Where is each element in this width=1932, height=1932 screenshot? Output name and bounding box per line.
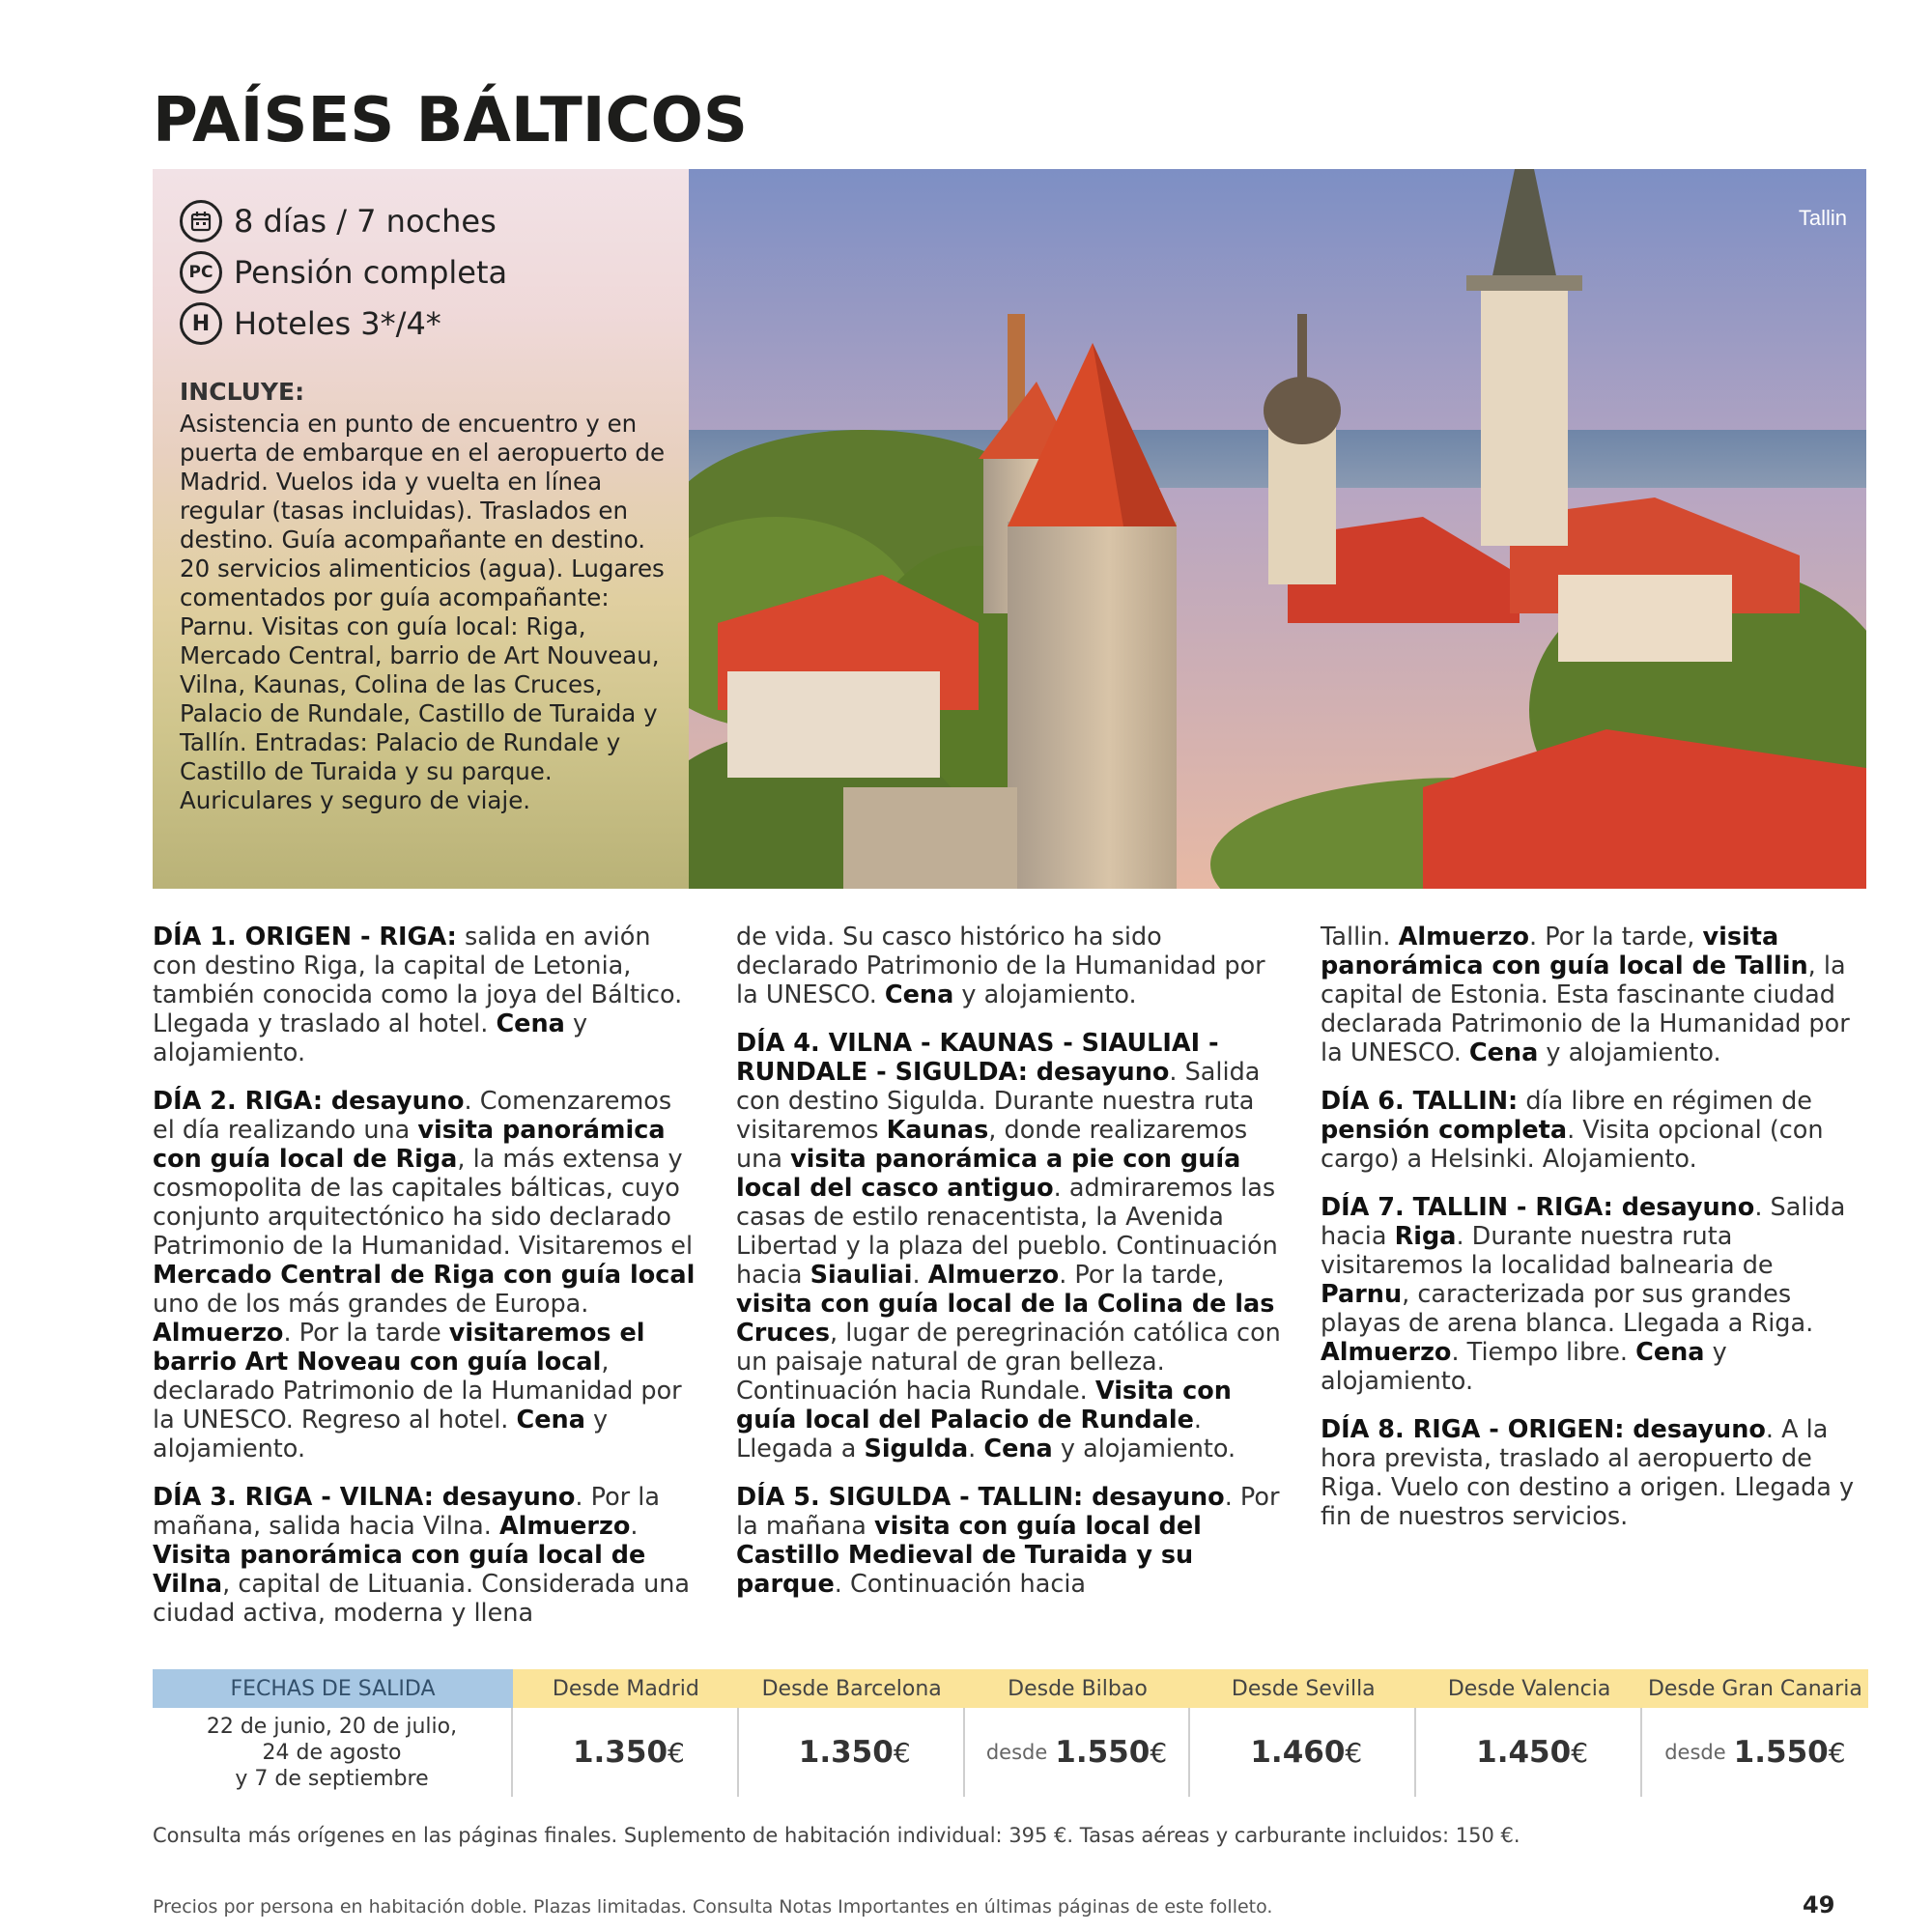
footer-note: Precios por persona en habitación doble. Plazas limitadas. Consulta Notas Importantes en últimas páginas de este folleto. xyxy=(153,1896,1273,1918)
price-amount: 1.450 xyxy=(1476,1735,1572,1770)
price-amount: 1.550 xyxy=(1055,1735,1151,1770)
day-4-text: . xyxy=(968,1435,984,1463)
day-2-bold: Cena xyxy=(516,1406,585,1435)
day-7-bold: Almuerzo xyxy=(1321,1338,1452,1367)
day-3-heading: DÍA 3. RIGA - VILNA: desayuno xyxy=(153,1483,576,1512)
board-badge-icon: PC xyxy=(180,251,222,294)
dates-header: FECHAS DE SALIDA xyxy=(153,1669,513,1708)
day-2-bold: visitaremos el barrio Art Noveau con guía local xyxy=(153,1319,645,1377)
feature-hotels xyxy=(180,302,441,345)
day-5-text: . Por la tarde, xyxy=(1529,923,1703,952)
price-table xyxy=(153,1669,1868,1797)
day-6-paragraph xyxy=(1321,1087,1867,1174)
origin-header: Desde Valencia xyxy=(1416,1669,1642,1708)
day-4-text: . Por la tarde, xyxy=(1059,1261,1225,1290)
day-3-text: . Por la mañana, salida hacia Vilna. xyxy=(153,1483,660,1541)
day-4-text: . Llegada a xyxy=(736,1406,1202,1463)
day-7-text: . Salida hacia xyxy=(1321,1193,1846,1251)
day-3-paragraph xyxy=(153,1483,699,1628)
day-8-heading: DÍA 8. RIGA - ORIGEN: desayuno xyxy=(1321,1415,1766,1444)
hero-block xyxy=(153,169,1866,889)
day-3-bold: Visita panorámica con guía local de Vilna xyxy=(153,1541,646,1599)
price-amount: 1.350 xyxy=(798,1735,894,1770)
price-table-row xyxy=(153,1708,1868,1797)
day-3-continued xyxy=(736,923,1283,1009)
price-cell xyxy=(965,1708,1191,1797)
day-2-bold: Almuerzo xyxy=(153,1319,284,1348)
price-currency: € xyxy=(1345,1736,1363,1769)
day-6-text: . Visita opcional (con cargo) a Helsinki. Alojamiento. xyxy=(1321,1116,1824,1174)
day-5-text: , la capital de Estonia. Esta fascinante ciudad declarada Patrimonio de la Humanidad por la UNESCO. xyxy=(1321,952,1850,1067)
departure-dates-line: 24 de agosto xyxy=(262,1740,402,1765)
departure-dates xyxy=(153,1708,513,1797)
day-4-text: y alojamiento. xyxy=(1052,1435,1236,1463)
day-5-bold: Almuerzo xyxy=(1398,923,1530,952)
price-table-header xyxy=(153,1669,1868,1708)
photo-caption: Tallin xyxy=(1798,206,1847,230)
price-cell xyxy=(739,1708,965,1797)
price-cell xyxy=(1416,1708,1642,1797)
departure-dates-line: y 7 de septiembre xyxy=(235,1766,429,1791)
day-7-bold: Riga xyxy=(1394,1222,1457,1251)
day-7-heading: DÍA 7. TALLIN - RIGA: desayuno xyxy=(1321,1193,1755,1222)
day-2-bold: visita panorámica con guía local de Riga xyxy=(153,1116,666,1174)
itinerary-column-1 xyxy=(153,923,699,1647)
hotels-text: Hoteles 3*/4* xyxy=(234,305,441,342)
day-7-paragraph xyxy=(1321,1193,1867,1396)
day-6-heading: DÍA 6. TALLIN: xyxy=(1321,1087,1519,1116)
trip-info-panel xyxy=(153,169,689,889)
day-4-paragraph xyxy=(736,1029,1283,1463)
day-5-bold: Cena xyxy=(1468,1038,1539,1067)
price-prefix: desde xyxy=(985,1741,1048,1764)
day-7-bold: Parnu xyxy=(1321,1280,1403,1309)
day-3-bold: Cena xyxy=(884,980,954,1009)
day-8-text: . A la hora prevista, traslado al aeropuerto de Riga. Vuelo con destino a origen. Llegada y fin de nuestros servicios. xyxy=(1321,1415,1855,1531)
feature-board xyxy=(180,251,507,294)
day-8-paragraph xyxy=(1321,1415,1867,1531)
day-5-text: . Continuación hacia xyxy=(834,1570,1087,1599)
day-5-text: Tallin. xyxy=(1321,923,1399,952)
day-2-text: y alojamiento. xyxy=(153,1406,609,1463)
day-4-bold: Sigulda xyxy=(864,1435,969,1463)
day-3-text: . xyxy=(630,1512,639,1541)
day-1-paragraph xyxy=(153,923,699,1067)
day-6-text: día libre en régimen de xyxy=(1518,1087,1812,1116)
calendar-icon xyxy=(180,200,222,242)
price-cell xyxy=(1190,1708,1416,1797)
incluye-heading: INCLUYE: xyxy=(180,378,305,406)
price-cell xyxy=(1642,1708,1868,1797)
price-currency: € xyxy=(1828,1736,1846,1769)
day-3-text: , capital de Lituania. Considerada una ciudad activa, moderna y llena xyxy=(153,1570,691,1628)
origin-header: Desde Barcelona xyxy=(739,1669,965,1708)
day-6-bold: pensión completa xyxy=(1321,1116,1568,1145)
tallinn-skyline-illustration xyxy=(689,169,1866,889)
price-cell xyxy=(513,1708,739,1797)
day-2-text: . Comenzaremos el día realizando una xyxy=(153,1087,672,1145)
day-4-bold: visita con guía local de la Colina de las Cruces xyxy=(736,1290,1275,1348)
day-4-bold: visita panorámica a pie con guía local del casco antiguo xyxy=(736,1145,1241,1203)
price-currency: € xyxy=(1571,1736,1589,1769)
hotel-badge-icon: H xyxy=(180,302,222,345)
price-currency: € xyxy=(1150,1736,1168,1769)
day-1-text: salida en avión con destino Riga, la capital de Letonia, también conocida como la joya del Báltico. Llegada y traslado al hotel. xyxy=(153,923,683,1038)
day-3-bold: Almuerzo xyxy=(498,1512,631,1541)
day-4-bold: Kaunas xyxy=(886,1116,989,1145)
supplement-note: Consulta más orígenes en las páginas finales. Suplemento de habitación individual: 395 €. Tasas aéreas y carburante incluidos: 150 €. xyxy=(153,1824,1520,1847)
origin-header: Desde Sevilla xyxy=(1190,1669,1416,1708)
day-2-bold: Mercado Central de Riga con guía local xyxy=(153,1261,696,1290)
day-1-text: y alojamiento. xyxy=(153,1009,588,1067)
origin-header: Desde Gran Canaria xyxy=(1642,1669,1868,1708)
day-4-bold: Visita con guía local del Palacio de Rundale xyxy=(736,1377,1232,1435)
feature-duration xyxy=(180,200,497,242)
day-4-text: . Salida con destino Sigulda. Durante nuestra ruta visitaremos xyxy=(736,1058,1261,1145)
day-4-text: . admiraremos las casas de estilo renacentista, la Avenida Libertad y la plaza del pueblo. Continuación hacia xyxy=(736,1174,1278,1290)
day-7-bold: Cena xyxy=(1635,1338,1705,1367)
day-5-bold: visita panorámica con guía local de Tallin xyxy=(1321,923,1808,980)
day-7-text: , caracterizada por sus grandes playas de arena blanca. Llegada a Riga. xyxy=(1321,1280,1814,1338)
day-5-continued xyxy=(1321,923,1867,1067)
day-1-heading: DÍA 1. ORIGEN - RIGA: xyxy=(153,923,457,952)
day-7-text: . Durante nuestra ruta visitaremos la localidad balnearia de xyxy=(1321,1222,1774,1280)
departure-dates-line: 22 de junio, 20 de julio, xyxy=(206,1714,458,1739)
price-currency: € xyxy=(893,1736,911,1769)
day-2-text: uno de los más grandes de Europa. xyxy=(153,1290,589,1319)
day-4-heading: DÍA 4. VILNA - KAUNAS - SIAULIAI - RUNDALE - SIGULDA: desayuno xyxy=(736,1029,1219,1087)
day-2-text: , declarado Patrimonio de la Humanidad por la UNESCO. Regreso al hotel. xyxy=(153,1348,682,1435)
day-5-paragraph xyxy=(736,1483,1283,1599)
page-title: PAÍSES BÁLTICOS xyxy=(153,85,748,156)
itinerary-column-2 xyxy=(736,923,1283,1618)
day-4-bold: Siauliai xyxy=(810,1261,913,1290)
day-2-text: , la más extensa y cosmopolita de las capitales bálticas, cuyo conjunto arquitectónico ha sido declarado Patrimonio de la Humanidad. Visitaremos el xyxy=(153,1145,694,1261)
tallinn-photo xyxy=(689,169,1866,889)
day-4-text: , donde realizaremos una xyxy=(736,1116,1248,1174)
day-4-bold: Cena xyxy=(983,1435,1053,1463)
page-number: 49 xyxy=(1803,1891,1835,1918)
day-5-text: . Por la mañana xyxy=(736,1483,1280,1541)
price-amount: 1.550 xyxy=(1733,1735,1829,1770)
day-2-heading: DÍA 2. RIGA: desayuno xyxy=(153,1087,465,1116)
day-4-bold: Almuerzo xyxy=(927,1261,1060,1290)
price-prefix: desde xyxy=(1664,1741,1726,1764)
incluye-text: Asistencia en punto de encuentro y en puerta de embarque en el aeropuerto de Madrid. Vuelos ida y vuelta en línea regular (tasas incluidas). Traslados en destino. Guía acompañante en destino. 20 servicios alimenticios (agua). Lugares comentados por guía acompañante: Parnu. Visitas con guía local: Riga, Mercado Central, barrio de Art Nouveau, Vilna, Kaunas, Colina de las Cruces, Palacio de Rundale, Castillo de Turaida y Tallín. Entradas: Palacio de Rundale y Castillo de Turaida y su parque. Auriculares y seguro de viaje. xyxy=(180,410,666,814)
day-7-text: y alojamiento. xyxy=(1321,1338,1727,1396)
price-currency: € xyxy=(668,1736,685,1769)
day-4-text: , lugar de peregrinación católica con un paisaje natural de gran belleza. Continuación hacia Rundale. xyxy=(736,1319,1281,1406)
day-7-text: . Tiempo libre. xyxy=(1451,1338,1636,1367)
origin-header: Desde Madrid xyxy=(513,1669,739,1708)
itinerary-column-3 xyxy=(1321,923,1867,1550)
board-text: Pensión completa xyxy=(234,254,508,291)
price-amount: 1.350 xyxy=(572,1735,668,1770)
day-3-text: y alojamiento. xyxy=(953,980,1137,1009)
origin-header: Desde Bilbao xyxy=(965,1669,1191,1708)
day-5-bold: visita con guía local del Castillo Medieval de Turaida y su parque xyxy=(736,1512,1202,1599)
day-5-heading: DÍA 5. SIGULDA - TALLIN: desayuno xyxy=(736,1483,1225,1512)
price-amount: 1.460 xyxy=(1250,1735,1346,1770)
day-5-text: y alojamiento. xyxy=(1538,1038,1721,1067)
day-4-text: . xyxy=(912,1261,928,1290)
day-1-bold: Cena xyxy=(496,1009,565,1038)
day-2-paragraph xyxy=(153,1087,699,1463)
day-2-text: . Por la tarde xyxy=(283,1319,449,1348)
duration-text: 8 días / 7 noches xyxy=(234,203,497,240)
day-3-text: de vida. Su casco histórico ha sido declarado Patrimonio de la Humanidad por la UNESCO. xyxy=(736,923,1265,1009)
